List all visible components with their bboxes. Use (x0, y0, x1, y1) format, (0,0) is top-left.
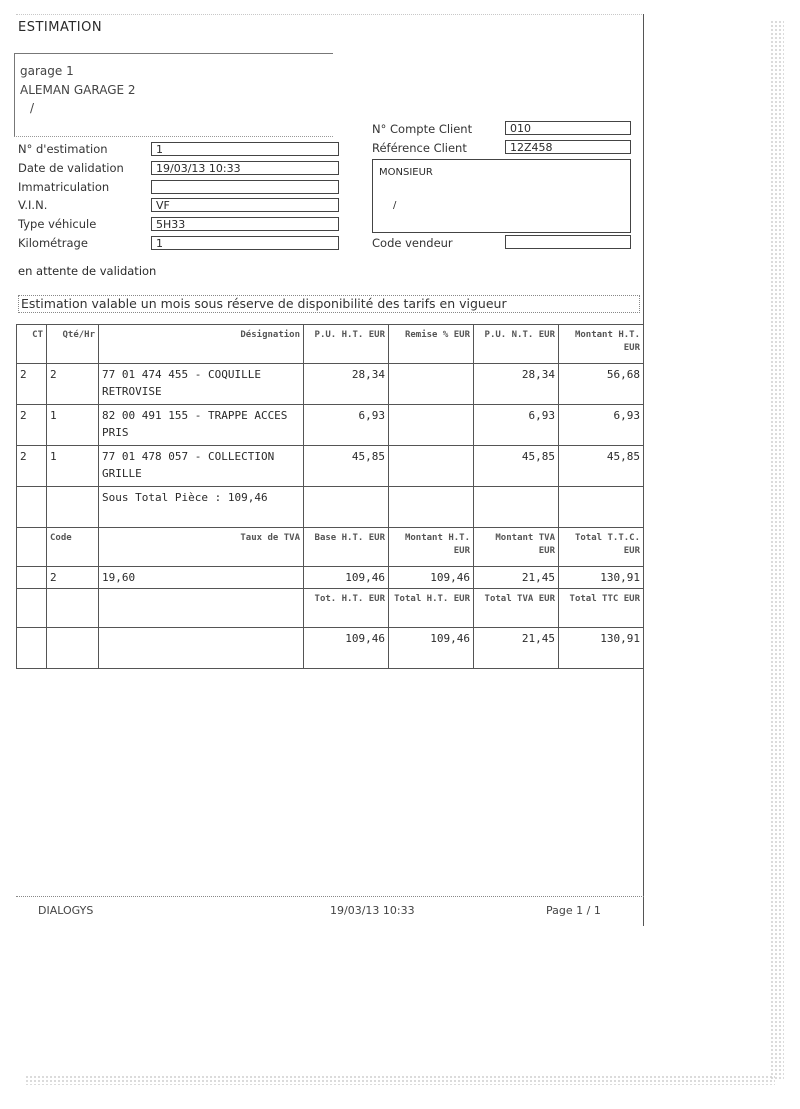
totals-header-tva: Total TVA EUR (474, 589, 559, 628)
vat-row (17, 567, 644, 589)
vin-label: V.I.N. (18, 198, 48, 212)
estimation-table (16, 324, 644, 669)
cell-ct: 2 (17, 364, 47, 405)
header-net-price: P.U. N.T. EUR (474, 325, 559, 364)
cell-discount (389, 364, 474, 405)
vat-code: 2 (47, 567, 99, 589)
cell-net-price: 45,85 (474, 446, 559, 487)
header-unit-price: P.U. H.T. EUR (304, 325, 389, 364)
validation-date-label: Date de validation (18, 161, 124, 175)
cell-qty: 1 (47, 405, 99, 446)
cell-unit-price: 6,93 (304, 405, 389, 446)
vat-header-base: Base H.T. EUR (304, 528, 389, 567)
client-reference-label: Référence Client (372, 141, 467, 155)
estimation-number-label: N° d'estimation (18, 142, 108, 156)
vehicle-type-label: Type véhicule (18, 217, 97, 231)
validation-date-field[interactable]: 19/03/13 10:33 (151, 161, 339, 175)
cell-discount (389, 446, 474, 487)
header-qty: Qté/Hr (47, 325, 99, 364)
page-top-border (16, 14, 644, 15)
cell-amount: 45,85 (559, 446, 644, 487)
vat-header-row (17, 528, 644, 567)
footer-left: DIALOGYS (38, 904, 94, 917)
cell-designation: 77 01 474 455 - COQUILLE RETROVISE (99, 364, 304, 405)
registration-label: Immatriculation (18, 180, 110, 194)
cell-designation: 77 01 478 057 - COLLECTION GRILLE (99, 446, 304, 487)
vat-amount: 21,45 (474, 567, 559, 589)
cell-discount (389, 405, 474, 446)
vat-header-amount-ht: Montant H.T. EUR (389, 528, 474, 567)
page-shadow-right (770, 20, 784, 1080)
totals-row (17, 628, 644, 669)
validity-notice: Estimation valable un mois sous réserve de disponibilité des tarifs en vigueur (18, 295, 640, 313)
cell-qty: 2 (47, 364, 99, 405)
table-row (17, 364, 644, 405)
mileage-field[interactable]: 1 (151, 236, 339, 250)
client-reference-field[interactable]: 12Z458 (505, 140, 631, 154)
cell-net-price: 6,93 (474, 405, 559, 446)
totals-header-row (17, 589, 644, 628)
header-discount: Remise % EUR (389, 325, 474, 364)
subtotal-label: Sous Total Pièce : 109,46 (99, 487, 304, 528)
document-title: ESTIMATION (18, 20, 103, 35)
vat-amount-ht: 109,46 (389, 567, 474, 589)
header-amount: Montant H.T. EUR (559, 325, 644, 364)
client-address-line: / (393, 200, 397, 211)
totals-header-ttc: Total TTC EUR (559, 589, 644, 628)
footer-page-number: Page 1 / 1 (546, 904, 601, 917)
page-bottom-border (16, 896, 644, 897)
vat-rate: 19,60 (99, 567, 304, 589)
seller-code-label: Code vendeur (372, 236, 453, 250)
vin-field[interactable]: VF (151, 198, 339, 212)
vat-header-total-ttc: Total T.T.C. EUR (559, 528, 644, 567)
vat-total-ttc: 130,91 (559, 567, 644, 589)
address-line-1: garage 1 (20, 64, 74, 78)
totals-header-ht-2: Total H.T. EUR (389, 589, 474, 628)
vehicle-type-field[interactable]: 5H33 (151, 217, 339, 231)
total-ttc: 130,91 (559, 628, 644, 669)
address-line-2: ALEMAN GARAGE 2 (20, 83, 136, 97)
client-account-label: N° Compte Client (372, 122, 473, 136)
cell-ct: 2 (17, 405, 47, 446)
vat-header-rate: Taux de TVA (99, 528, 304, 567)
address-line-3: / (30, 101, 35, 115)
cell-amount: 56,68 (559, 364, 644, 405)
client-address-box (372, 159, 631, 233)
validation-status: en attente de validation (18, 264, 157, 278)
table-row (17, 405, 644, 446)
total-ht-2: 109,46 (389, 628, 474, 669)
cell-net-price: 28,34 (474, 364, 559, 405)
cell-ct: 2 (17, 446, 47, 487)
header-ct: CT (17, 325, 47, 364)
table-row (17, 446, 644, 487)
cell-designation: 82 00 491 155 - TRAPPE ACCES PRIS (99, 405, 304, 446)
total-ht-1: 109,46 (304, 628, 389, 669)
client-name: MONSIEUR (379, 167, 433, 178)
totals-header-ht-1: Tot. H.T. EUR (304, 589, 389, 628)
table-header-row (17, 325, 644, 364)
cell-amount: 6,93 (559, 405, 644, 446)
subtotal-row (17, 487, 644, 528)
client-account-field[interactable]: 010 (505, 121, 631, 135)
vat-base: 109,46 (304, 567, 389, 589)
vat-header-code: Code (47, 528, 99, 567)
estimation-number-field[interactable]: 1 (151, 142, 339, 156)
total-tva: 21,45 (474, 628, 559, 669)
header-designation: Désignation (99, 325, 304, 364)
vat-header-amount-tva: Montant TVA EUR (474, 528, 559, 567)
cell-unit-price: 45,85 (304, 446, 389, 487)
mileage-label: Kilométrage (18, 236, 88, 250)
page-shadow-bottom (25, 1075, 775, 1085)
seller-code-field[interactable] (505, 235, 631, 249)
cell-qty: 1 (47, 446, 99, 487)
registration-field[interactable] (151, 180, 339, 194)
footer-date: 19/03/13 10:33 (330, 904, 415, 917)
cell-unit-price: 28,34 (304, 364, 389, 405)
